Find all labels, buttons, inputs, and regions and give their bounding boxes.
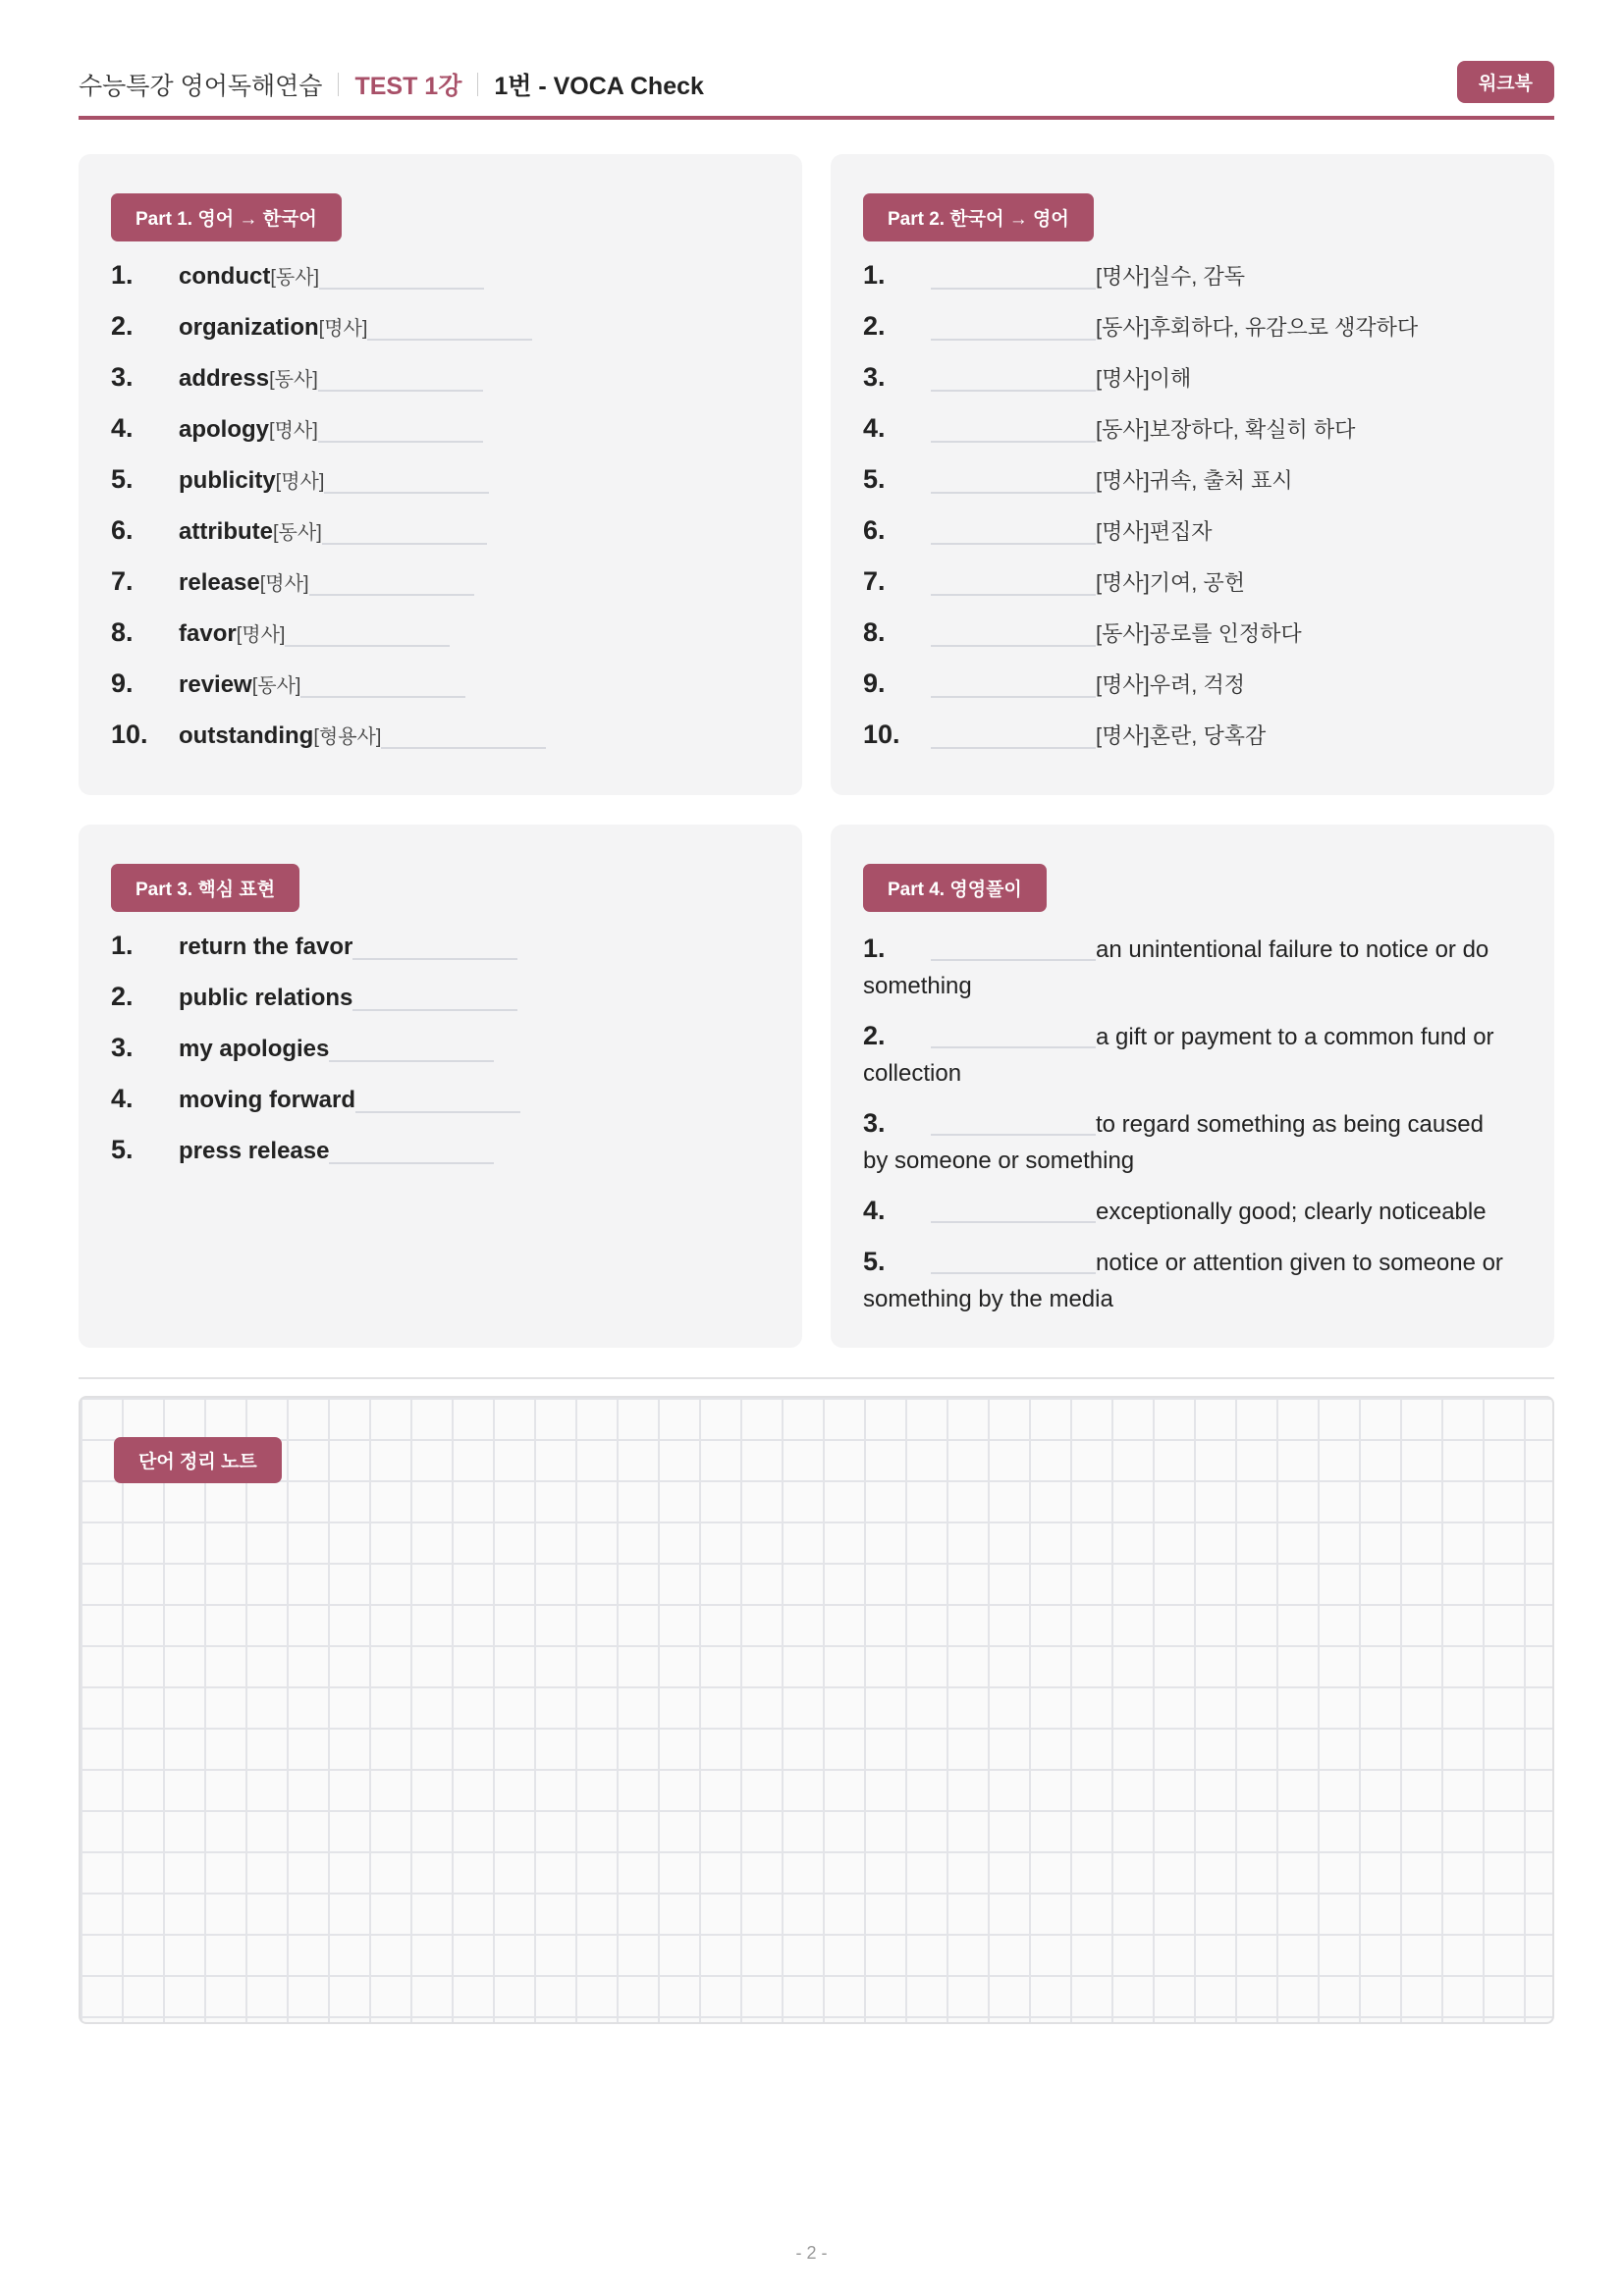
item-number: 6. <box>863 515 886 545</box>
part-of-speech: [동사] <box>269 369 318 391</box>
answer-blank[interactable] <box>329 1143 494 1164</box>
vocab-word: publicity <box>179 467 276 494</box>
item-number: 7. <box>111 566 134 596</box>
item-number: 5. <box>111 464 134 494</box>
item-number: 3. <box>111 362 134 392</box>
list-item <box>863 464 1525 515</box>
answer-blank[interactable] <box>352 938 517 960</box>
item-number: 2. <box>863 1021 886 1050</box>
answer-blank[interactable] <box>322 523 487 545</box>
answer-blank[interactable] <box>931 1027 1096 1048</box>
answer-blank[interactable] <box>931 574 1096 596</box>
item-number: 3. <box>863 362 886 392</box>
korean-definition: [명사]실수, 감독 <box>1096 264 1245 289</box>
answer-blank[interactable] <box>931 319 1096 341</box>
item-number: 8. <box>111 617 134 647</box>
vocab-word: attribute <box>179 518 273 545</box>
item-number: 1. <box>111 931 134 960</box>
item-number: 3. <box>863 1108 886 1138</box>
header-separator <box>477 73 478 96</box>
list-item <box>111 1033 773 1084</box>
list-item <box>863 1193 1511 1230</box>
key-phrase: return the favor <box>179 934 353 960</box>
answer-blank[interactable] <box>931 1253 1096 1274</box>
part4-list <box>863 931 1511 1331</box>
vocab-word: outstanding <box>179 722 314 749</box>
answer-blank[interactable] <box>318 421 483 443</box>
answer-blank[interactable] <box>355 1092 520 1113</box>
list-item <box>863 617 1525 668</box>
item-number: 5. <box>863 1247 886 1276</box>
vocab-word: review <box>179 671 252 698</box>
english-definition: an unintentional failure to notice or do something <box>863 936 1489 999</box>
part2-label: Part 2. 한국어 → 영어 <box>863 193 1094 241</box>
answer-blank[interactable] <box>329 1041 494 1062</box>
list-item <box>863 668 1525 720</box>
answer-blank[interactable] <box>931 939 1096 961</box>
part-of-speech: [명사] <box>275 471 325 493</box>
answer-blank[interactable] <box>319 268 484 290</box>
korean-definition: [명사]우려, 걱정 <box>1096 672 1245 697</box>
list-item <box>111 1084 773 1135</box>
vocab-word: address <box>179 365 270 392</box>
vocab-word: conduct <box>179 263 271 290</box>
part-of-speech: [동사] <box>270 267 320 289</box>
part-of-speech: [명사] <box>318 318 368 340</box>
vocab-word: favor <box>179 620 237 647</box>
part-of-speech: [동사] <box>251 675 301 697</box>
vocab-notes-grid[interactable] <box>79 1396 1554 2024</box>
list-item <box>111 566 773 617</box>
korean-definition: [명사]귀속, 출처 표시 <box>1096 468 1293 493</box>
part4-panel <box>831 825 1554 1348</box>
answer-blank[interactable] <box>309 574 474 596</box>
answer-blank[interactable] <box>931 370 1096 392</box>
part1-panel <box>79 154 802 795</box>
list-item <box>863 515 1525 566</box>
notes-label: 단어 정리 노트 <box>114 1437 282 1483</box>
list-item <box>863 566 1525 617</box>
item-number: 9. <box>111 668 134 698</box>
list-item <box>863 413 1525 464</box>
part1-list <box>111 260 773 771</box>
list-item <box>863 720 1525 771</box>
page-number: - 2 - <box>795 2243 828 2263</box>
part3-panel <box>79 825 802 1348</box>
answer-blank[interactable] <box>324 472 489 494</box>
item-number: 2. <box>111 982 134 1011</box>
part3-label: Part 3. 핵심 표현 <box>111 864 299 912</box>
page-header <box>79 61 1554 120</box>
test-label: TEST 1강 <box>354 73 462 100</box>
answer-blank[interactable] <box>381 727 546 749</box>
answer-blank[interactable] <box>931 1114 1096 1136</box>
korean-definition: [동사]후회하다, 유감으로 생각하다 <box>1096 315 1419 340</box>
key-phrase: my apologies <box>179 1036 330 1062</box>
part4-label: Part 4. 영영풀이 <box>863 864 1047 912</box>
section-divider <box>79 1377 1554 1379</box>
korean-definition: [명사]혼란, 당혹감 <box>1096 723 1267 748</box>
answer-blank[interactable] <box>931 676 1096 698</box>
item-number: 7. <box>863 566 886 596</box>
answer-blank[interactable] <box>931 1201 1096 1223</box>
part3-list <box>111 931 773 1186</box>
answer-blank[interactable] <box>931 421 1096 443</box>
list-item <box>863 311 1525 362</box>
list-item <box>863 1105 1511 1179</box>
item-number: 5. <box>111 1135 134 1164</box>
workbook-badge: 워크북 <box>1457 61 1554 103</box>
list-item <box>863 1018 1511 1092</box>
list-item <box>863 362 1525 413</box>
list-item <box>111 515 773 566</box>
vocab-word: organization <box>179 314 319 341</box>
part-of-speech: [동사] <box>273 522 322 544</box>
english-definition: a gift or payment to a common fund or collection <box>863 1024 1494 1087</box>
list-item <box>111 260 773 311</box>
item-number: 1. <box>111 260 134 290</box>
item-number: 9. <box>863 668 886 698</box>
header-breadcrumb <box>79 67 704 102</box>
answer-blank[interactable] <box>367 319 532 341</box>
korean-definition: [명사]기여, 공헌 <box>1096 570 1245 595</box>
list-item <box>111 1135 773 1186</box>
item-number: 1. <box>863 934 886 963</box>
header-separator <box>338 73 339 96</box>
list-item <box>111 464 773 515</box>
item-number: 1. <box>863 260 886 290</box>
list-item <box>111 720 773 771</box>
item-number: 10. <box>111 720 148 749</box>
english-definition: to regard something as being caused by someone or something <box>863 1111 1484 1174</box>
key-phrase: public relations <box>179 985 353 1011</box>
answer-blank[interactable] <box>931 268 1096 290</box>
answer-blank[interactable] <box>352 989 517 1011</box>
part-of-speech: [명사] <box>259 573 309 595</box>
list-item <box>111 362 773 413</box>
key-phrase: press release <box>179 1138 330 1164</box>
english-definition: notice or attention given to someone or something by the media <box>863 1250 1503 1312</box>
item-number: 3. <box>111 1033 134 1062</box>
item-number: 4. <box>863 1196 886 1225</box>
answer-blank[interactable] <box>931 727 1096 749</box>
answer-blank[interactable] <box>931 523 1096 545</box>
key-phrase: moving forward <box>179 1087 356 1113</box>
page-title: 1번 - VOCA Check <box>494 73 704 100</box>
part2-list <box>863 260 1525 771</box>
english-definition: exceptionally good; clearly noticeable <box>1096 1199 1487 1225</box>
list-item <box>863 1244 1511 1317</box>
item-number: 4. <box>111 1084 134 1113</box>
series-title: 수능특강 영어독해연습 <box>79 73 323 100</box>
item-number: 10. <box>863 720 900 749</box>
list-item <box>111 931 773 982</box>
korean-definition: [동사]보장하다, 확실히 하다 <box>1096 417 1356 442</box>
list-item <box>863 260 1525 311</box>
part-of-speech: [형용사] <box>313 726 382 748</box>
item-number: 6. <box>111 515 134 545</box>
korean-definition: [동사]공로를 인정하다 <box>1096 621 1302 646</box>
list-item <box>111 311 773 362</box>
part2-panel <box>831 154 1554 795</box>
list-item <box>111 982 773 1033</box>
item-number: 5. <box>863 464 886 494</box>
answer-blank[interactable] <box>931 625 1096 647</box>
list-item <box>111 413 773 464</box>
korean-definition: [명사]편집자 <box>1096 519 1213 544</box>
vocab-word: release <box>179 569 260 596</box>
item-number: 4. <box>863 413 886 443</box>
korean-definition: [명사]이해 <box>1096 366 1192 391</box>
answer-blank[interactable] <box>285 625 450 647</box>
vocab-word: apology <box>179 416 270 443</box>
part-of-speech: [명사] <box>236 624 286 646</box>
item-number: 8. <box>863 617 886 647</box>
answer-blank[interactable] <box>318 370 483 392</box>
part1-label: Part 1. 영어 → 한국어 <box>111 193 342 241</box>
list-item <box>863 931 1511 1004</box>
answer-blank[interactable] <box>300 676 465 698</box>
list-item <box>111 668 773 720</box>
answer-blank[interactable] <box>931 472 1096 494</box>
list-item <box>111 617 773 668</box>
item-number: 2. <box>111 311 134 341</box>
part-of-speech: [명사] <box>269 420 318 442</box>
item-number: 4. <box>111 413 134 443</box>
item-number: 2. <box>863 311 886 341</box>
